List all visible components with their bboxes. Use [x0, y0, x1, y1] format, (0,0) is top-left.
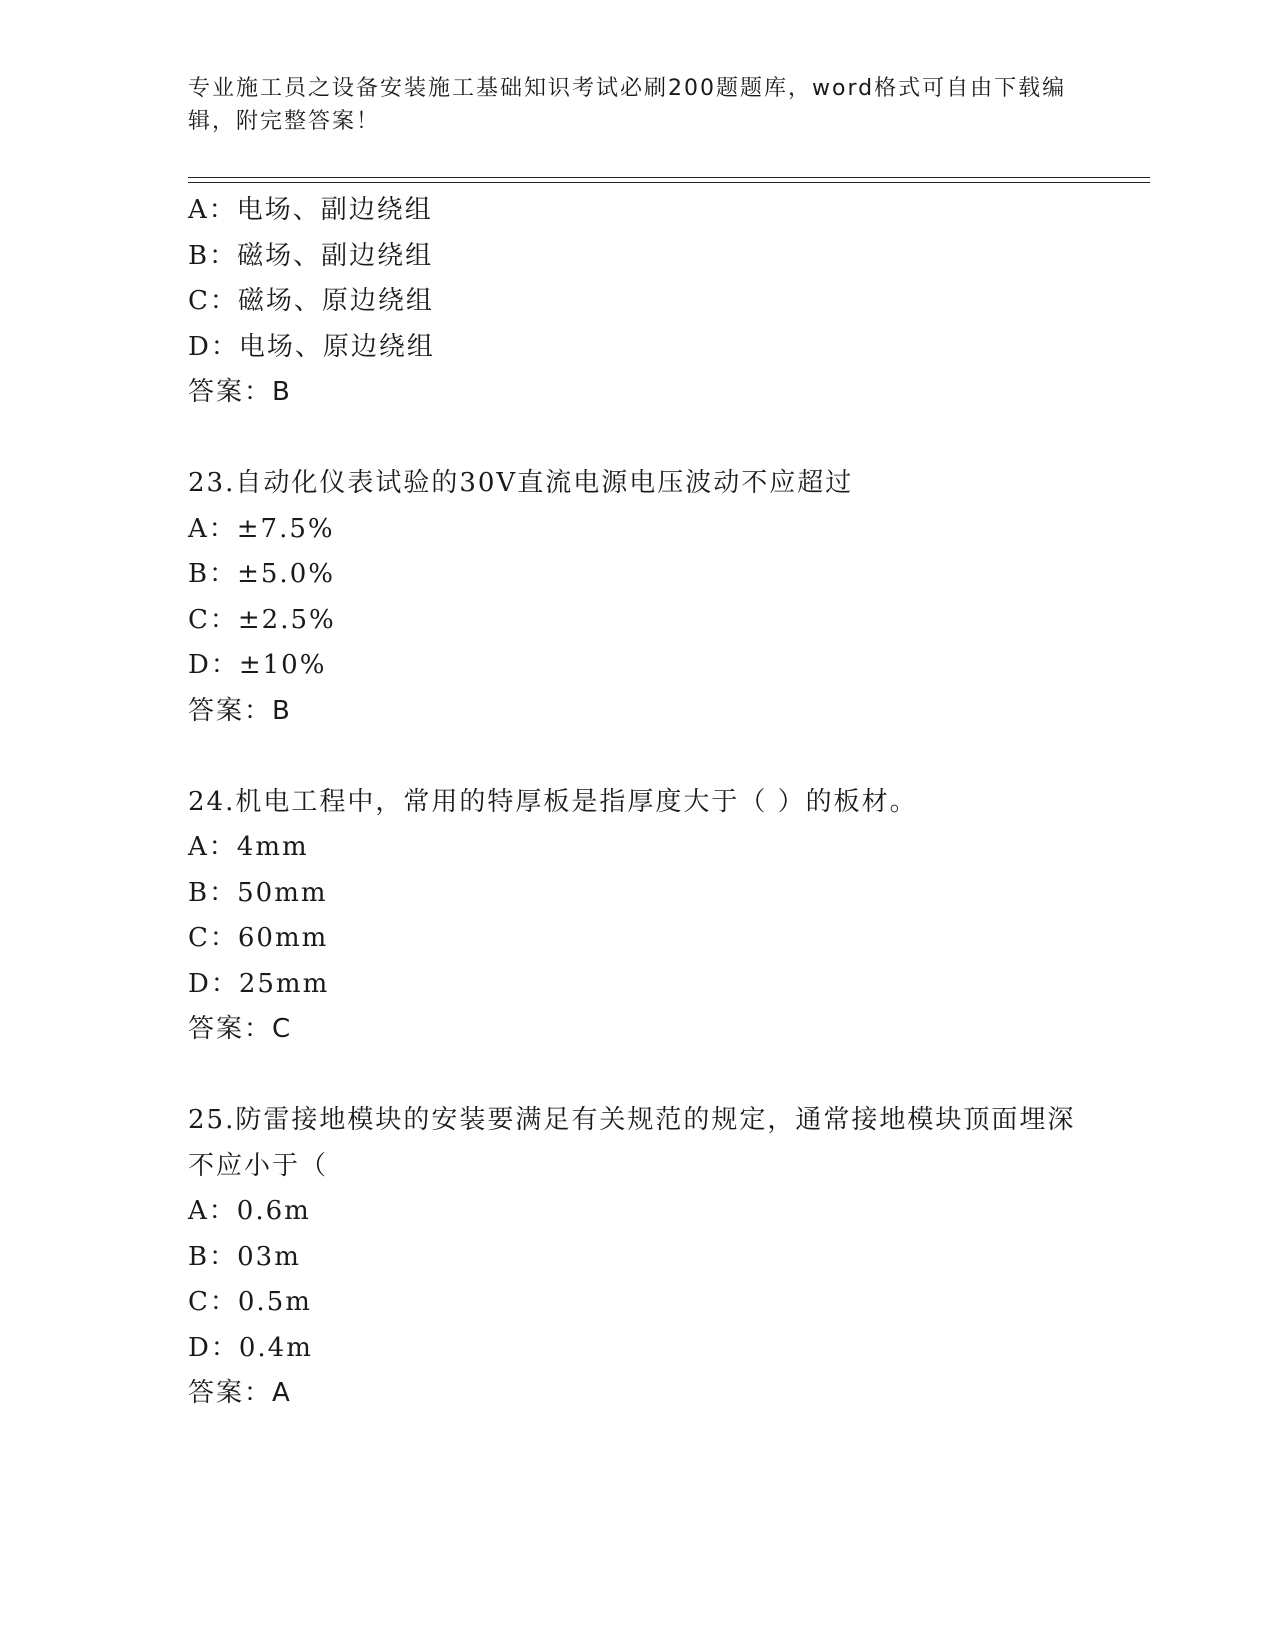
option-b: B：50mm: [188, 877, 328, 908]
question-title: 24.机电工程中，常用的特厚板是指厚度大于（ ）的板材。: [188, 786, 918, 817]
header-rule-bottom: [188, 182, 1150, 183]
spacer: [188, 734, 1088, 780]
option-c: C：60mm: [188, 923, 329, 953]
option-c: C：磁场、原边绕组: [188, 286, 434, 316]
header-rule-top: [188, 177, 1150, 178]
option-b: B：磁场、副边绕组: [188, 240, 434, 271]
option-d: D：25mm: [188, 968, 330, 999]
option-d: D：电场、原边绕组: [188, 331, 435, 362]
option-d: D：0.4m: [188, 1332, 313, 1363]
option-b: B：03m: [188, 1241, 301, 1272]
question-block: [188, 1098, 1088, 1417]
question-block: [188, 461, 1088, 734]
option-c: C：±2.5%: [188, 604, 336, 635]
answer: 答案：B: [188, 377, 292, 407]
page-header: 专业施工员之设备安装施工基础知识考试必刷200题题库，word格式可自由下载编辑，附完整答案！: [188, 76, 1067, 134]
question-title: 25.防雷接地模块的安装要满足有关规范的规定，通常接地模块顶面埋深不应小于（: [188, 1105, 1076, 1181]
answer: 答案：C: [188, 1014, 293, 1044]
question-title: 23.自动化仪表试验的30V直流电源电压波动不应超过: [188, 468, 854, 498]
option-b: B：±5.0%: [188, 559, 335, 589]
option-a: A：0.6m: [188, 1196, 311, 1226]
spacer: [188, 416, 1088, 462]
option-d: D：±10%: [188, 650, 327, 680]
question-block: [188, 780, 1088, 1053]
option-a: A：±7.5%: [188, 513, 335, 544]
answer: 答案：B: [188, 695, 292, 726]
option-a: A：电场、副边绕组: [188, 195, 433, 225]
option-a: A：4mm: [188, 832, 309, 862]
option-c: C：0.5m: [188, 1287, 312, 1317]
answer: 答案：A: [188, 1378, 292, 1408]
question-block: [188, 188, 1088, 416]
question-list: [188, 188, 1088, 1417]
spacer: [188, 1053, 1088, 1099]
